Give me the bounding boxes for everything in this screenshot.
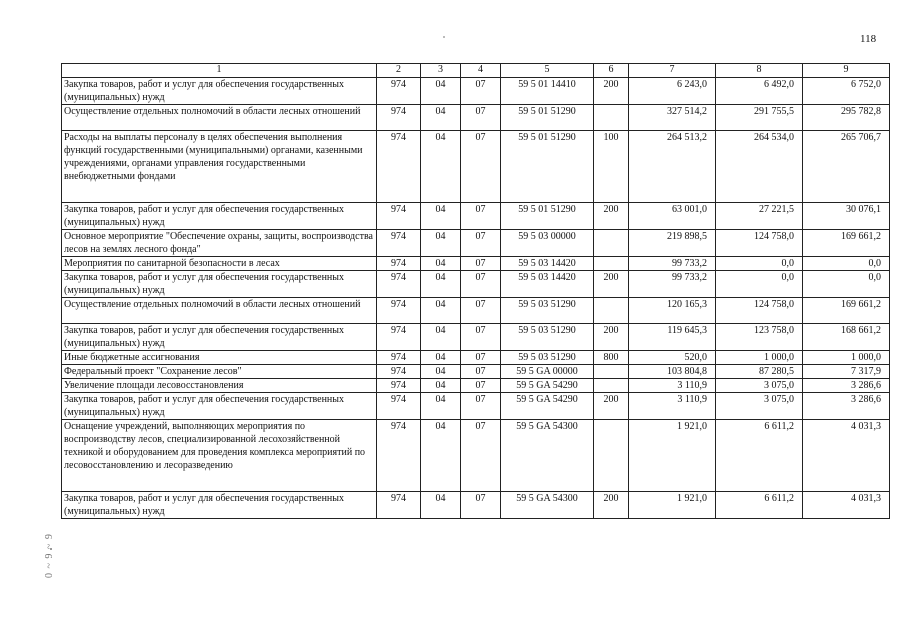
- row-value-cell-7: 119 645,3: [629, 324, 716, 351]
- row-value-cell-7: 99 733,2: [629, 257, 716, 271]
- row-value-cell-4: 07: [461, 271, 501, 298]
- col-header: 1: [62, 64, 377, 78]
- row-name-cell: Закупка товаров, работ и услуг для обеспечения государственных (муниципальных) нужд: [62, 324, 377, 351]
- row-value-cell-4: 07: [461, 257, 501, 271]
- row-name-cell: Оснащение учреждений, выполняющих мероприятия по воспроизводству лесов, специализированной лесохозяйственной техникой и оборудованием для проведения комплекса мероприятий по лесовосстановлению и лесоразведению: [62, 420, 377, 492]
- row-value-cell-3: 04: [421, 365, 461, 379]
- scan-speck: [443, 36, 445, 38]
- row-value-cell-5: 59 5 GA 54300: [501, 492, 594, 519]
- row-value-cell-8: 27 221,5: [716, 203, 803, 230]
- row-value-cell-5: 59 5 01 51290: [501, 131, 594, 203]
- row-value-cell-6: 200: [594, 78, 629, 105]
- row-value-cell-8: 1 000,0: [716, 351, 803, 365]
- row-value-cell-2: 974: [377, 324, 421, 351]
- row-value-cell-6: 200: [594, 271, 629, 298]
- table-row: [62, 324, 890, 351]
- row-value-cell-8: 3 075,0: [716, 393, 803, 420]
- row-name-cell: Расходы на выплаты персоналу в целях обеспечения выполнения функций государственными (муниципальными) органами, казенными учреждениями, органами управления государственными внебюджетными фондами: [62, 131, 377, 203]
- row-value-cell-9: 4 031,3: [803, 492, 890, 519]
- row-value-cell-6: [594, 420, 629, 492]
- row-value-cell-4: 07: [461, 351, 501, 365]
- row-value-cell-7: 103 804,8: [629, 365, 716, 379]
- table-row: [62, 203, 890, 230]
- row-value-cell-4: 07: [461, 105, 501, 131]
- row-value-cell-4: 07: [461, 230, 501, 257]
- row-value-cell-9: 30 076,1: [803, 203, 890, 230]
- row-value-cell-2: 974: [377, 271, 421, 298]
- row-value-cell-7: 327 514,2: [629, 105, 716, 131]
- row-name-cell: Мероприятия по санитарной безопасности в лесах: [62, 257, 377, 271]
- table-row: [62, 298, 890, 324]
- row-value-cell-2: 974: [377, 203, 421, 230]
- row-name-cell: Закупка товаров, работ и услуг для обеспечения государственных (муниципальных) нужд: [62, 492, 377, 519]
- row-value-cell-6: [594, 257, 629, 271]
- row-value-cell-2: 974: [377, 257, 421, 271]
- row-name-cell: Иные бюджетные ассигнования: [62, 351, 377, 365]
- row-value-cell-2: 974: [377, 78, 421, 105]
- row-value-cell-3: 04: [421, 230, 461, 257]
- row-value-cell-5: 59 5 03 51290: [501, 351, 594, 365]
- row-value-cell-8: 6 492,0: [716, 78, 803, 105]
- row-value-cell-5: 59 5 03 14420: [501, 271, 594, 298]
- row-value-cell-5: 59 5 03 51290: [501, 324, 594, 351]
- col-header: 9: [803, 64, 890, 78]
- row-value-cell-2: 974: [377, 492, 421, 519]
- row-value-cell-3: 04: [421, 257, 461, 271]
- row-value-cell-4: 07: [461, 298, 501, 324]
- row-value-cell-7: 219 898,5: [629, 230, 716, 257]
- row-value-cell-7: 120 165,3: [629, 298, 716, 324]
- budget-table-container: [61, 63, 890, 519]
- margin-handwritten-note: 0 ~ 9 ~ 9: [44, 533, 55, 578]
- row-value-cell-8: 123 758,0: [716, 324, 803, 351]
- row-value-cell-2: 974: [377, 365, 421, 379]
- row-value-cell-8: 124 758,0: [716, 230, 803, 257]
- row-value-cell-5: 59 5 01 51290: [501, 203, 594, 230]
- row-value-cell-5: 59 5 01 14410: [501, 78, 594, 105]
- row-value-cell-2: 974: [377, 351, 421, 365]
- row-value-cell-9: 4 031,3: [803, 420, 890, 492]
- row-value-cell-6: [594, 379, 629, 393]
- row-value-cell-9: 3 286,6: [803, 379, 890, 393]
- row-value-cell-2: 974: [377, 230, 421, 257]
- table-row: [62, 230, 890, 257]
- row-value-cell-8: 0,0: [716, 271, 803, 298]
- col-header: 6: [594, 64, 629, 78]
- row-name-cell: Основное мероприятие "Обеспечение охраны, защиты, воспроизводства лесов на землях лесного фонда": [62, 230, 377, 257]
- table-row: [62, 351, 890, 365]
- row-value-cell-4: 07: [461, 420, 501, 492]
- col-header: 3: [421, 64, 461, 78]
- row-name-cell: Закупка товаров, работ и услуг для обеспечения государственных (муниципальных) нужд: [62, 203, 377, 230]
- row-value-cell-8: 3 075,0: [716, 379, 803, 393]
- row-value-cell-4: 07: [461, 131, 501, 203]
- table-body: [62, 78, 890, 519]
- table-row: [62, 393, 890, 420]
- row-value-cell-9: 1 000,0: [803, 351, 890, 365]
- row-value-cell-3: 04: [421, 324, 461, 351]
- row-value-cell-4: 07: [461, 492, 501, 519]
- row-value-cell-3: 04: [421, 492, 461, 519]
- row-value-cell-8: 291 755,5: [716, 105, 803, 131]
- row-value-cell-5: 59 5 GA 54300: [501, 420, 594, 492]
- row-value-cell-5: 59 5 GA 00000: [501, 365, 594, 379]
- row-value-cell-8: 6 611,2: [716, 492, 803, 519]
- row-name-cell: Закупка товаров, работ и услуг для обеспечения государственных (муниципальных) нужд: [62, 78, 377, 105]
- row-value-cell-7: 6 243,0: [629, 78, 716, 105]
- row-value-cell-5: 59 5 GA 54290: [501, 379, 594, 393]
- row-value-cell-6: [594, 230, 629, 257]
- row-value-cell-8: 0,0: [716, 257, 803, 271]
- row-value-cell-5: 59 5 03 00000: [501, 230, 594, 257]
- row-value-cell-6: 800: [594, 351, 629, 365]
- table-row: [62, 420, 890, 492]
- row-value-cell-6: 200: [594, 324, 629, 351]
- row-value-cell-6: [594, 105, 629, 131]
- row-name-cell: Осуществление отдельных полномочий в области лесных отношений: [62, 298, 377, 324]
- row-value-cell-7: 1 921,0: [629, 420, 716, 492]
- row-value-cell-4: 07: [461, 393, 501, 420]
- row-value-cell-3: 04: [421, 298, 461, 324]
- row-value-cell-2: 974: [377, 393, 421, 420]
- table-row: [62, 379, 890, 393]
- budget-table: [61, 63, 890, 519]
- table-row: [62, 78, 890, 105]
- col-header: 2: [377, 64, 421, 78]
- row-value-cell-3: 04: [421, 271, 461, 298]
- row-value-cell-5: 59 5 03 51290: [501, 298, 594, 324]
- row-value-cell-2: 974: [377, 298, 421, 324]
- page-number: 118: [860, 33, 877, 45]
- row-value-cell-2: 974: [377, 420, 421, 492]
- row-value-cell-7: 520,0: [629, 351, 716, 365]
- row-value-cell-3: 04: [421, 203, 461, 230]
- row-value-cell-8: 87 280,5: [716, 365, 803, 379]
- col-header: 7: [629, 64, 716, 78]
- row-value-cell-6: [594, 365, 629, 379]
- row-name-cell: Осуществление отдельных полномочий в области лесных отношений: [62, 105, 377, 131]
- row-value-cell-9: 3 286,6: [803, 393, 890, 420]
- row-value-cell-8: 6 611,2: [716, 420, 803, 492]
- row-name-cell: Закупка товаров, работ и услуг для обеспечения государственных (муниципальных) нужд: [62, 393, 377, 420]
- row-name-cell: Увеличение площади лесовосстановления: [62, 379, 377, 393]
- row-value-cell-6: 100: [594, 131, 629, 203]
- row-value-cell-4: 07: [461, 324, 501, 351]
- row-value-cell-9: 168 661,2: [803, 324, 890, 351]
- row-value-cell-7: 3 110,9: [629, 379, 716, 393]
- row-value-cell-5: 59 5 GA 54290: [501, 393, 594, 420]
- row-value-cell-2: 974: [377, 131, 421, 203]
- row-value-cell-3: 04: [421, 105, 461, 131]
- col-header: 4: [461, 64, 501, 78]
- row-value-cell-5: 59 5 03 14420: [501, 257, 594, 271]
- row-value-cell-3: 04: [421, 393, 461, 420]
- col-header: 8: [716, 64, 803, 78]
- row-value-cell-9: 265 706,7: [803, 131, 890, 203]
- table-row: [62, 131, 890, 203]
- row-value-cell-3: 04: [421, 351, 461, 365]
- row-value-cell-4: 07: [461, 379, 501, 393]
- row-name-cell: Закупка товаров, работ и услуг для обеспечения государственных (муниципальных) нужд: [62, 271, 377, 298]
- row-value-cell-2: 974: [377, 105, 421, 131]
- table-row: [62, 257, 890, 271]
- table-header-row: [62, 64, 890, 78]
- row-value-cell-5: 59 5 01 51290: [501, 105, 594, 131]
- row-name-cell: Федеральный проект "Сохранение лесов": [62, 365, 377, 379]
- row-value-cell-2: 974: [377, 379, 421, 393]
- row-value-cell-6: [594, 298, 629, 324]
- row-value-cell-9: 0,0: [803, 257, 890, 271]
- row-value-cell-6: 200: [594, 203, 629, 230]
- row-value-cell-3: 04: [421, 131, 461, 203]
- row-value-cell-3: 04: [421, 420, 461, 492]
- row-value-cell-7: 99 733,2: [629, 271, 716, 298]
- table-row: [62, 365, 890, 379]
- row-value-cell-9: 169 661,2: [803, 230, 890, 257]
- row-value-cell-6: 200: [594, 393, 629, 420]
- row-value-cell-9: 295 782,8: [803, 105, 890, 131]
- row-value-cell-6: 200: [594, 492, 629, 519]
- row-value-cell-7: 264 513,2: [629, 131, 716, 203]
- row-value-cell-9: 7 317,9: [803, 365, 890, 379]
- row-value-cell-7: 3 110,9: [629, 393, 716, 420]
- row-value-cell-3: 04: [421, 78, 461, 105]
- table-row: [62, 105, 890, 131]
- table-row: [62, 271, 890, 298]
- row-value-cell-8: 264 534,0: [716, 131, 803, 203]
- row-value-cell-9: 169 661,2: [803, 298, 890, 324]
- table-row: [62, 492, 890, 519]
- col-header: 5: [501, 64, 594, 78]
- row-value-cell-4: 07: [461, 365, 501, 379]
- row-value-cell-7: 63 001,0: [629, 203, 716, 230]
- row-value-cell-4: 07: [461, 78, 501, 105]
- row-value-cell-8: 124 758,0: [716, 298, 803, 324]
- row-value-cell-9: 0,0: [803, 271, 890, 298]
- row-value-cell-9: 6 752,0: [803, 78, 890, 105]
- row-value-cell-4: 07: [461, 203, 501, 230]
- row-value-cell-3: 04: [421, 379, 461, 393]
- row-value-cell-7: 1 921,0: [629, 492, 716, 519]
